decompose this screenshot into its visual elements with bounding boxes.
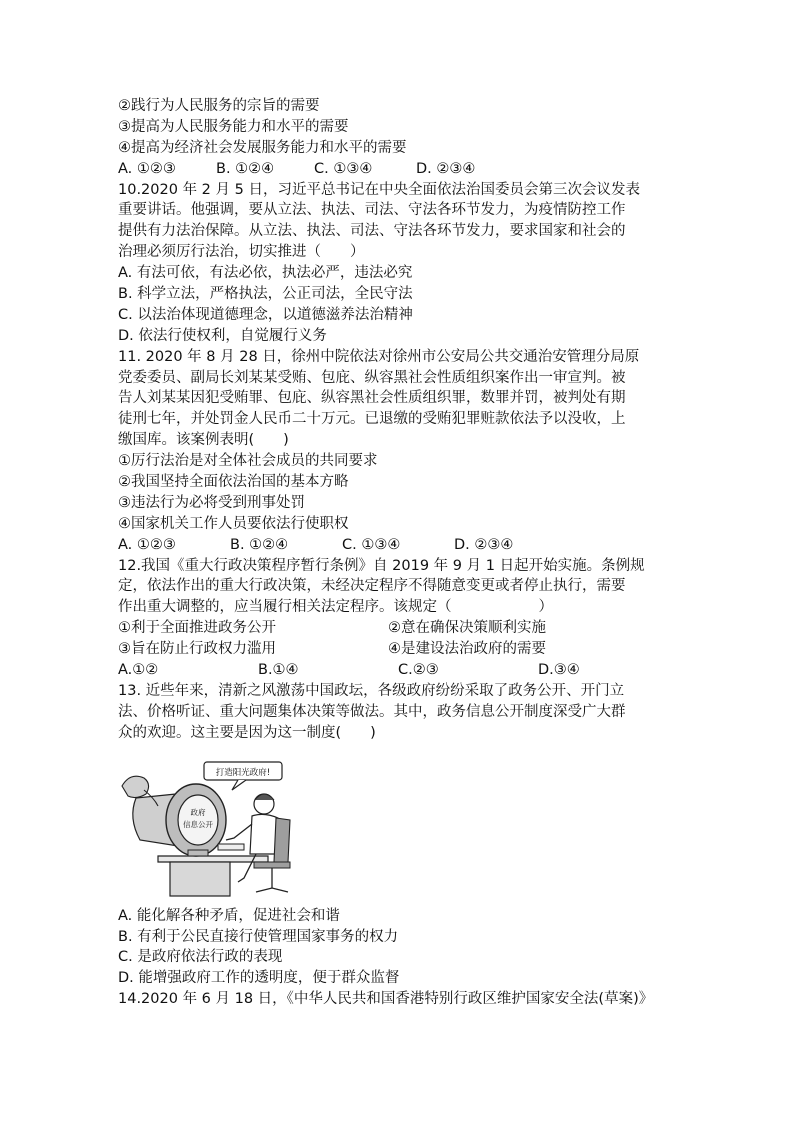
- q9-options: [118, 159, 678, 180]
- q9-item-2: ②践行为人民服务的宗旨的需要: [118, 98, 320, 114]
- q14-stem-line-1: 14.2020 年 6 月 18 日，《中华人民共和国香港特别行政区维护国家安全法(草案)》: [118, 991, 654, 1008]
- q13-stem-line-2: 法、价格听证、重大问题集体决策等做法。其中，政务信息公开制度深受广大群: [118, 703, 626, 720]
- person-hair: [255, 794, 274, 800]
- q9-option-b[interactable]: B. ①②④: [216, 160, 275, 177]
- q11-item-3: ③违法行为必将受到刑事处罚: [118, 494, 305, 511]
- q9-option-a[interactable]: A. ①②③: [118, 160, 176, 177]
- q10-stem-line-2: 重要讲话。他强调，要从立法、执法、司法、守法各环节发力，为疫情防控工作: [118, 202, 626, 219]
- q10-stem-line-1: 10.2020 年 2 月 5 日，习近平总书记在中央全面依法治国委员会第三次会议发表: [118, 181, 640, 198]
- screen-label-line-1: 政府: [190, 807, 206, 817]
- chair-back: [274, 818, 290, 862]
- person-arm: [226, 824, 252, 840]
- q11-stem-line-2: 党委委员、副局长刘某某受贿、包庇、纵容黑社会性质组织案作出一审宣判。被: [118, 369, 626, 386]
- q11-stem-line-1: 11. 2020 年 8 月 28 日，徐州中院依法对徐州市公安局公共交通治安管理分局原: [118, 348, 640, 365]
- monitor-stand: [188, 850, 208, 856]
- q13-stem-line-1: 13. 近些年来，清新之风激荡中国政坛，各级政府纷纷采取了政务公开、开门立: [118, 682, 625, 699]
- q13-stem-line-3: 众的欢迎。这主要是因为这一制度( ): [118, 724, 376, 741]
- q12-option-a[interactable]: A.①②: [118, 662, 159, 679]
- exam-page: [118, 96, 678, 1010]
- cartoon-illustration: [118, 758, 298, 900]
- q11-option-b[interactable]: B. ①②④: [230, 536, 289, 553]
- q13-option-c[interactable]: C. 是政府依法行政的表现: [118, 949, 283, 966]
- q11-stem-line-3: 告人刘某某因犯受贿罪、包庇、纵容黑社会性质组织罪，数罪并罚，被判处有期: [118, 390, 626, 407]
- q10-option-c[interactable]: C. 以法治体现道德理念，以道德滋养法治精神: [118, 306, 413, 323]
- q12-stem-line-3: 作出重大调整的，应当履行相关法定程序。该规定（ ）: [118, 599, 553, 616]
- q11-stem-line-5: 缴国库。该案例表明( ): [118, 432, 289, 449]
- q9-option-d[interactable]: D. ②③④: [416, 160, 476, 177]
- chair-seat: [254, 862, 290, 868]
- q12-option-d[interactable]: D.③④: [538, 662, 580, 679]
- q11-option-a[interactable]: A. ①②③: [118, 536, 176, 553]
- q10-stem-line-3: 提供有力法治保障。从立法、执法、司法、守法各环节发力，要求国家和社会的: [118, 223, 626, 240]
- screen-label-line-2: 信息公开: [183, 819, 213, 829]
- q11-item-2: ②我国坚持全面依法治国的基本方略: [118, 474, 349, 491]
- q12-item-4: ④是建设法治政府的需要: [388, 641, 546, 658]
- desk-top: [158, 856, 268, 862]
- q9-item-3: ③提高为人民服务能力和水平的需要: [118, 118, 349, 135]
- q9-option-c[interactable]: C. ①③④: [314, 160, 373, 177]
- q13-cartoon-figure: [118, 758, 298, 900]
- q12-options: [118, 660, 678, 681]
- q12-option-c[interactable]: C.②③: [398, 662, 439, 679]
- q13-option-d[interactable]: D. 能增强政府工作的透明度，便于群众监督: [118, 970, 400, 987]
- q12-item-2: ②意在确保决策顺利实施: [388, 620, 546, 637]
- desk-cabinet: [170, 862, 230, 896]
- q12-items-row-1: [118, 618, 678, 639]
- cable-plug: [122, 776, 149, 797]
- q13-option-b[interactable]: B. 有利于公民直接行使管理国家事务的权力: [118, 928, 399, 945]
- q10-option-b[interactable]: B. 科学立法，严格执法，公正司法，全民守法: [118, 286, 413, 303]
- chair-base: [256, 888, 288, 892]
- q13-option-a[interactable]: A. 能化解各种矛盾，促进社会和谐: [118, 907, 340, 924]
- q12-stem-line-2: 定，依法作出的重大行政决策，未经决定程序不得随意变更或者停止执行，需要: [118, 578, 626, 595]
- q11-option-c[interactable]: C. ①③④: [342, 536, 401, 553]
- q10-option-a[interactable]: A. 有法可依，有法必依，执法必严，违法必究: [118, 265, 413, 282]
- q9-item-4: ④提高为经济社会发展服务能力和水平的需要: [118, 139, 407, 156]
- q11-item-1: ①厉行法治是对全体社会成员的共同要求: [118, 453, 378, 470]
- q11-options: [118, 535, 678, 556]
- speech-bubble-tail: [232, 780, 246, 790]
- q12-stem-line-1: 12.我国《重大行政决策程序暂行条例》自 2019 年 9 月 1 日起开始实施。条例规: [118, 557, 645, 574]
- q12-item-3: ③旨在防止行政权力滥用: [118, 641, 276, 658]
- speech-bubble-text: 打造阳光政府!: [215, 767, 271, 778]
- q12-item-1: ①利于全面推进政务公开: [118, 620, 276, 637]
- q11-item-4: ④国家机关工作人员要依法行使职权: [118, 515, 349, 532]
- q12-option-b[interactable]: B.①④: [258, 662, 299, 679]
- q10-stem-line-4: 治理必须厉行法治，切实推进（ ）: [118, 244, 365, 261]
- q11-option-d[interactable]: D. ②③④: [454, 536, 514, 553]
- q11-stem-line-4: 徒刑七年，并处罚金人民币二十万元。已退缴的受贿犯罪赃款依法予以没收，上: [118, 411, 626, 428]
- q12-items-row-2: [118, 639, 678, 660]
- q10-option-d[interactable]: D. 依法行使权利，自觉履行义务: [118, 327, 327, 344]
- keyboard: [218, 844, 244, 850]
